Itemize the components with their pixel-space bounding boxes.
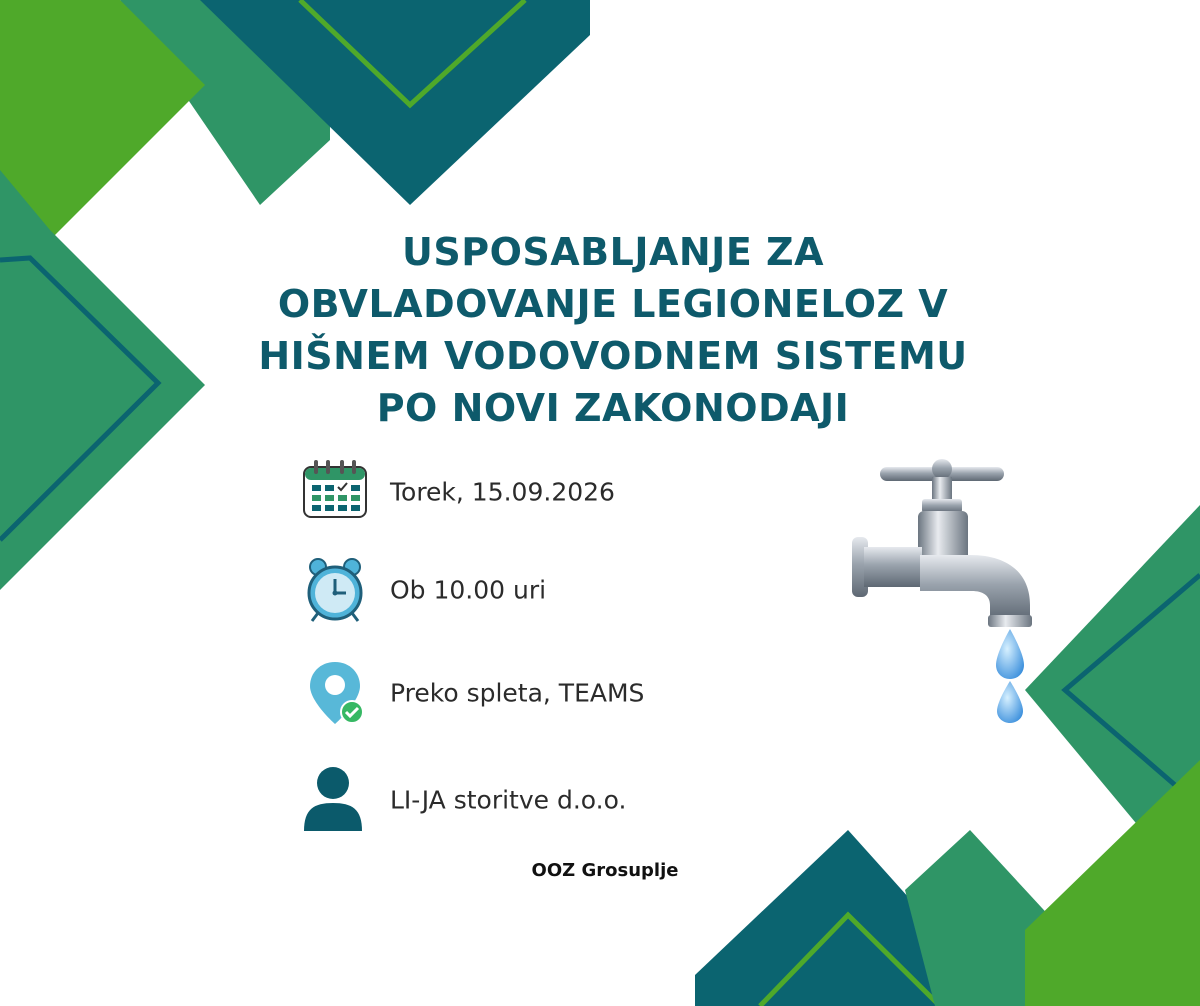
water-faucet-icon	[840, 455, 1050, 725]
title-line: HIŠNEM VODOVODNEM SISTEMU	[258, 334, 968, 378]
title-line: OBVLADOVANJE LEGIONELOZ V	[277, 282, 949, 326]
footer-org: OOZ Grosuplje	[531, 860, 679, 881]
event-organizer: LI-JA storitve d.o.o.	[390, 785, 627, 815]
location-pin-icon	[300, 658, 370, 728]
event-location: Preko spleta, TEAMS	[390, 678, 645, 708]
calendar-icon	[300, 457, 370, 527]
page-title	[190, 226, 1036, 434]
event-date: Torek, 15.09.2026	[390, 477, 615, 507]
time-row	[300, 555, 800, 625]
alarm-clock-icon	[300, 555, 370, 625]
date-row	[300, 457, 800, 527]
person-icon	[300, 765, 370, 835]
title-line: USPOSABLJANJE ZA	[402, 230, 824, 274]
deco-shape	[0, 170, 205, 590]
organizer-row	[300, 765, 800, 835]
location-row	[300, 658, 800, 728]
deco-shape	[1025, 760, 1200, 1006]
event-time: Ob 10.00 uri	[390, 575, 547, 605]
title-line: PO NOVI ZAKONODAJI	[376, 386, 850, 430]
